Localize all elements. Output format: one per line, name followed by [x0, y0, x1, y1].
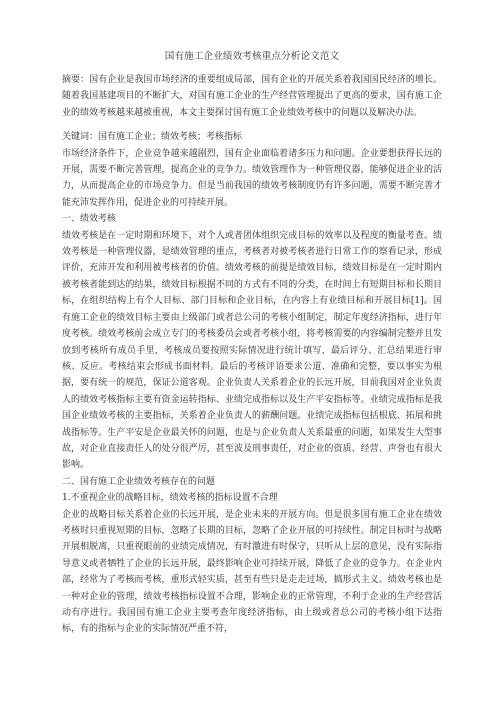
abstract-paragraph: 摘要：国有企业是我国市场经济的重要组成局部，国有企业的开展关系着我国国民经济的增长。随着我国基建项目的不断扩大，对国有施工企业的生产经营管理提出了更高的要求，国有施工企业的绩效考核越来越被重视，本文主要探讨国有施工企业绩效考核中的问题以及解决办法。	[62, 75, 442, 118]
document-title: 国有施工企业绩效考核重点分析论文范文	[164, 51, 340, 62]
section-heading-1: 一、绩效考核	[62, 214, 117, 225]
section2-paragraph: 企业的战略目标关系着企业的长远开展，是企业未来的开展方向。但是很多国有施工企业在绩效考核时只重视短期的目标，忽略了长期的目标，忽略了企业开展的可持续性。制定目标时与战略开展相脱离，只重视眼前的业绩完成情况，有时激进有时保守，只听从上层的意见，没有实际指导意义或者牺牲了企业的长远开展，最终影响企业可持续开展，降低了企业的竞争力。在企业内部，经常为了考核而考核，重形式轻实质，甚至有些只是走走过场，搞形式主义。绩效考核也是一种对企业的管理，绩效考核指标设置不合理，影响企业的正常管理，不利于企业的生产经营活动有序进行。我国国有施工企业主要考查年度经济指标，由上级或者总公司的考核小组下达指标，有的指标与企业的实际情况严重不符，	[62, 509, 442, 635]
subsection-heading-2-1: 1.不重视企业的战略目标，绩效考核的指标设置不合理	[62, 493, 278, 504]
section-heading-2: 二、国有施工企业绩效考核存在的问题	[62, 476, 216, 487]
keywords-line: 关键词：国有施工企业；绩效考核；考核指标	[62, 132, 243, 143]
paragraph-gap	[62, 121, 442, 129]
section1-paragraph: 绩效考核是在一定时期和环境下，对个人或者团体组织完成目标的效率以及程度的衡量考查。绩效考核是一种管理仪器，是绩效管理的重点，考核者对被考核者进行日常工作的察看记录，形成评价，充沛开发和利用被考核者的价值。绩效考核的前提是绩效目标，绩效目标是在一定时期内被考核者能到达的结果，绩效目标根据不同的方式有不同的分类，在时间上有短期目标和长期目标，在组织结构上有个人目标、部门目标和企业目标，在内容上有业绩目标和开展目标[1]。国有施工企业的绩效目标主要由上级部门或者总公司的考核小组制定，制定年度经济指标，进行年度考核。绩效考核前会成立专门的考核委员会或者考核小组，将考核需要的内容编制完整并且发放到考核所有成员手里，考核成员要按照实际情况进行统计填写，最后评分、汇总结果进行审核、反应。考核结束会形成书面材料。最后的考核评语要求公道、准确和完整，要以事实为根据，要有统一的规范，保证公道客观。企业负责人关系着企业的长远开展，目前我国对企业负责人的绩效考核指标主要有资金运转指标、业绩完成指标以及生产平安指标等。业绩完成指标是我国企业绩效考核的主要指标，关系着企业负责人的薪酬问题。业绩完成指标包括根底、拓展和挑战指标等。生产平安是企业最关怀的问题，也是与企业负责人关系最重的问题，如果发生大型事故，对企业直接责任人的处分很严厉，甚至波及刑事责任，对企业的资质、经营、声誉也有很大影响。	[62, 230, 442, 471]
intro-paragraph: 市场经济条件下，企业竞争越来越剧烈，国有企业面临着诸多压力和问题。企业要想获得长远的开展，需要不断完善管理，提高企业的竞争力。绩效管理作为一种管理仪器，能够促进企业的活力，从而提高企业的市场竞争力。但是当前我国的绩效考核制度仍有许多问题，需要不断完善才能充沛发挥作用，促进企业的可持续开展。	[62, 148, 442, 208]
